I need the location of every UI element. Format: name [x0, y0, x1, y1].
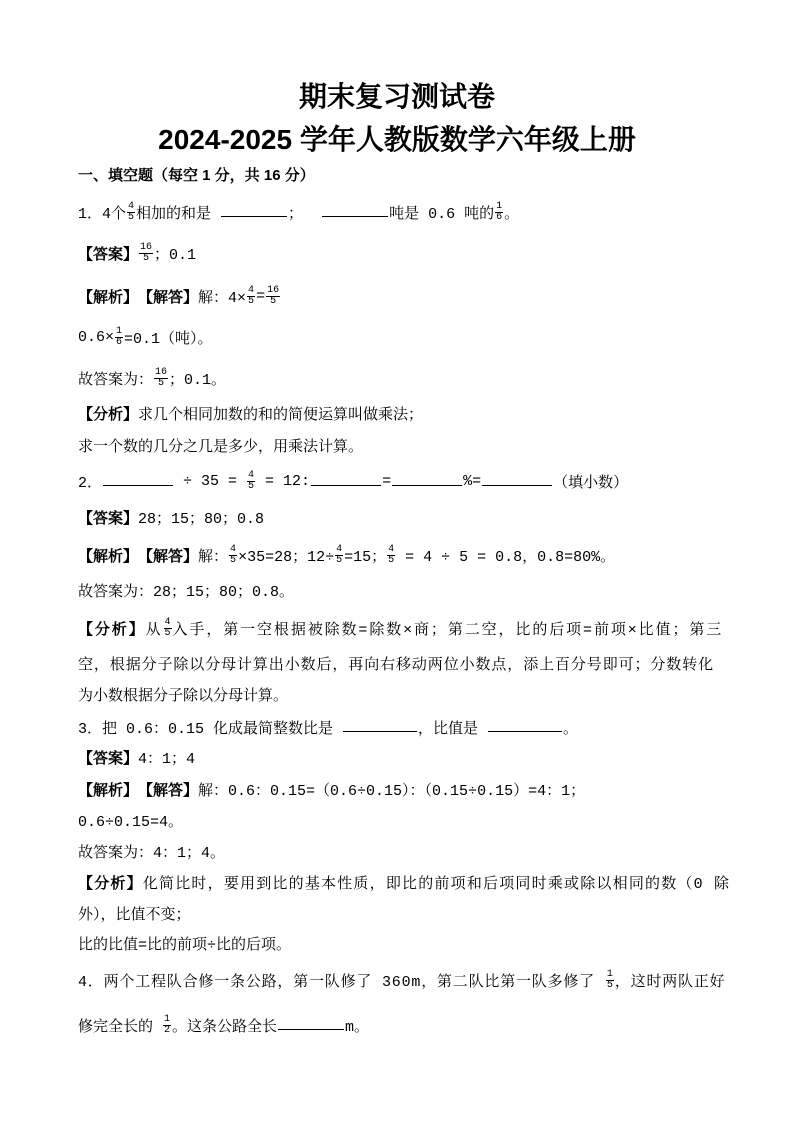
fraction-numerator: 16: [140, 241, 153, 253]
stem-text: 修完全长的: [78, 1018, 163, 1036]
stem-text: =: [382, 472, 392, 490]
comment-text: 入手，第一空根据被除数=除数×商；第二空，比的后项=前项×比值；第三: [172, 621, 724, 639]
comment-text: 为小数根据分子除以分母计算。: [78, 687, 289, 705]
stem-text: 。这条公路全长: [172, 1018, 278, 1036]
question-3-comment: [78, 870, 730, 894]
analysis-tag: 【解析】: [78, 548, 139, 566]
question-1-comment: [78, 401, 423, 425]
fraction: [163, 1015, 171, 1036]
answer-tag: 【答案】: [78, 510, 139, 528]
solution-text: 0.6÷0.15=4。: [78, 813, 184, 831]
question-1-solution: [78, 284, 281, 308]
fraction-denominator: 2: [164, 1024, 171, 1036]
stem-text: 4．两个工程队合修一条公路，第一队修了 360m，第二队比第一队多修了: [78, 973, 605, 991]
final-answer-text: 故答案为：: [78, 371, 154, 389]
fraction: [606, 970, 614, 991]
answer-blank: [311, 471, 381, 486]
solution-text: ×35=28；12÷: [238, 548, 335, 566]
fraction-denominator: 5: [270, 295, 277, 307]
solution-text: =0.1（吨）。: [124, 330, 213, 348]
question-2-answer: [78, 505, 264, 529]
stem-text: ；: [288, 205, 322, 223]
solution-text: =: [256, 287, 266, 305]
analysis-tag: 【解析】: [78, 782, 139, 800]
fraction-numerator: 4: [248, 469, 255, 481]
fraction-numerator: 1: [606, 968, 613, 980]
stem-text: 2．: [78, 474, 103, 492]
stem-text: = 12:: [256, 472, 311, 490]
fraction: [115, 327, 123, 348]
fraction-denominator: 5: [158, 377, 165, 389]
comment-text: 从: [145, 621, 163, 639]
comment-tag: 【分析】: [78, 621, 146, 639]
question-3-final-answer: [78, 839, 225, 863]
fraction-denominator: 6: [116, 336, 123, 348]
answer-blank: [488, 717, 562, 732]
fraction: [266, 286, 280, 307]
solution-text: 解：4×: [198, 289, 247, 307]
fraction-denominator: 6: [496, 211, 503, 223]
answer-blank: [322, 202, 388, 217]
answer-tag: 【答案】: [78, 750, 139, 768]
question-3-comment-line: [78, 901, 191, 925]
fraction: [495, 202, 503, 223]
page-subtitle: 2024-2025 学年人教版数学六年级上册: [158, 124, 636, 155]
answer-blank: [482, 471, 552, 486]
stem-text: 1．4个: [78, 205, 127, 223]
question-2-comment-line: [78, 682, 288, 706]
fraction: [387, 545, 395, 566]
stem-text: %=: [463, 472, 482, 490]
comment-text: 外），比值不变；: [78, 906, 191, 924]
answer-text: 4：1；4: [138, 750, 196, 768]
stem-text: ÷ 35 =: [174, 472, 247, 490]
fraction-denominator: 5: [128, 211, 135, 223]
solution-tag: 【解答】: [138, 782, 199, 800]
answer-blank: [343, 717, 417, 732]
stem-text: ，比值是: [418, 720, 488, 738]
comment-tag: 【分析】: [78, 406, 139, 424]
question-2-comment: [78, 616, 723, 640]
answer-blank: [278, 1015, 344, 1030]
fraction-denominator: 5: [606, 979, 613, 991]
question-3-solution-step: [78, 808, 183, 832]
answer-blank: [221, 202, 287, 217]
question-1-answer: [78, 241, 196, 265]
answer-text: ；0.1: [154, 246, 197, 264]
answer-blank: [103, 471, 173, 486]
question-1-solution-step: [78, 325, 213, 349]
question-2-solution: [78, 543, 615, 567]
fraction-numerator: 4: [128, 200, 135, 212]
final-answer-text: ；0.1。: [169, 371, 227, 389]
question-4-stem: [78, 968, 725, 992]
comment-text: 空，根据分子除以分母计算出小数后，再向右移动两位小数点，添上百分号即可；分数转化: [78, 656, 715, 674]
fraction-numerator: 1: [116, 325, 123, 337]
stem-text: m。: [345, 1018, 370, 1036]
question-3-solution: [78, 777, 585, 801]
stem-text: 。: [504, 205, 520, 223]
stem-text: 相加的和是: [136, 205, 221, 223]
fraction: [247, 471, 255, 492]
fraction-denominator: 5: [164, 627, 171, 639]
question-1-final-answer: [78, 366, 226, 390]
fraction-denominator: 5: [230, 554, 237, 566]
fraction: [335, 545, 343, 566]
solution-text: 解：0.6：0.15=（0.6÷0.15）：（0.15÷0.15）=4：1；: [198, 782, 586, 800]
fraction: [154, 368, 168, 389]
solution-tag: 【解答】: [138, 548, 199, 566]
stem-text: （填小数）: [553, 474, 629, 492]
question-3-stem: [78, 715, 578, 739]
comment-text: 求几个相同加数的和的简便运算叫做乘法；: [138, 406, 424, 424]
solution-text: 解：: [198, 548, 229, 566]
question-3-comment-line: [78, 931, 291, 955]
fraction-numerator: 16: [267, 284, 280, 296]
fraction-numerator: 16: [155, 366, 168, 378]
fraction-numerator: 1: [496, 200, 503, 212]
fraction-denominator: 5: [248, 295, 255, 307]
solution-tag: 【解答】: [138, 289, 199, 307]
question-1-comment-line: [78, 433, 363, 457]
question-2-stem: [78, 469, 628, 493]
fraction: [247, 286, 255, 307]
page-title: 期末复习测试卷: [298, 81, 495, 112]
fraction-numerator: 4: [388, 543, 395, 555]
fraction-denominator: 5: [248, 480, 255, 492]
question-2-final-answer: [78, 578, 294, 602]
fraction-numerator: 4: [164, 616, 171, 628]
stem-text: 吨是 0.6 吨的: [389, 205, 495, 223]
fraction-denominator: 5: [388, 554, 395, 566]
answer-blank: [392, 471, 462, 486]
final-answer-text: 故答案为：28；15；80；0.8。: [78, 583, 295, 601]
comment-tag: 【分析】: [78, 875, 143, 893]
question-1-stem: [78, 200, 519, 224]
fraction-numerator: 1: [164, 1013, 171, 1025]
fraction: [139, 243, 153, 264]
section-heading: 一、填空题（每空 1 分，共 16 分）: [78, 166, 315, 184]
fraction-numerator: 4: [230, 543, 237, 555]
fraction-denominator: 5: [336, 554, 343, 566]
analysis-tag: 【解析】: [78, 289, 139, 307]
fraction: [164, 618, 172, 639]
question-3-answer: [78, 745, 195, 769]
fraction: [229, 545, 237, 566]
comment-text: 比的比值=比的前项÷比的后项。: [78, 936, 292, 954]
fraction-numerator: 4: [336, 543, 343, 555]
comment-text: 求一个数的几分之几是多少，用乘法计算。: [78, 438, 364, 456]
final-answer-text: 故答案为：4：1；4。: [78, 844, 226, 862]
solution-text: = 4 ÷ 5 = 0.8，0.8=80%。: [396, 548, 616, 566]
answer-tag: 【答案】: [78, 246, 139, 264]
fraction-numerator: 4: [248, 284, 255, 296]
question-4-stem-line: [78, 1013, 369, 1037]
question-2-comment-line: [78, 651, 714, 675]
stem-text: 。: [563, 720, 579, 738]
solution-text: =15；: [344, 548, 387, 566]
answer-text: 28；15；80；0.8: [138, 510, 265, 528]
fraction-denominator: 5: [143, 252, 150, 264]
stem-text: 3．把 0.6：0.15 化成最简整数比是: [78, 720, 343, 738]
fraction: [127, 202, 135, 223]
comment-text: 化简比时，要用到比的基本性质，即比的前项和后项同时乘或除以相同的数（0 除: [142, 875, 731, 893]
stem-text: ，这时两队正好: [614, 973, 726, 991]
solution-text: 0.6×: [78, 328, 115, 346]
